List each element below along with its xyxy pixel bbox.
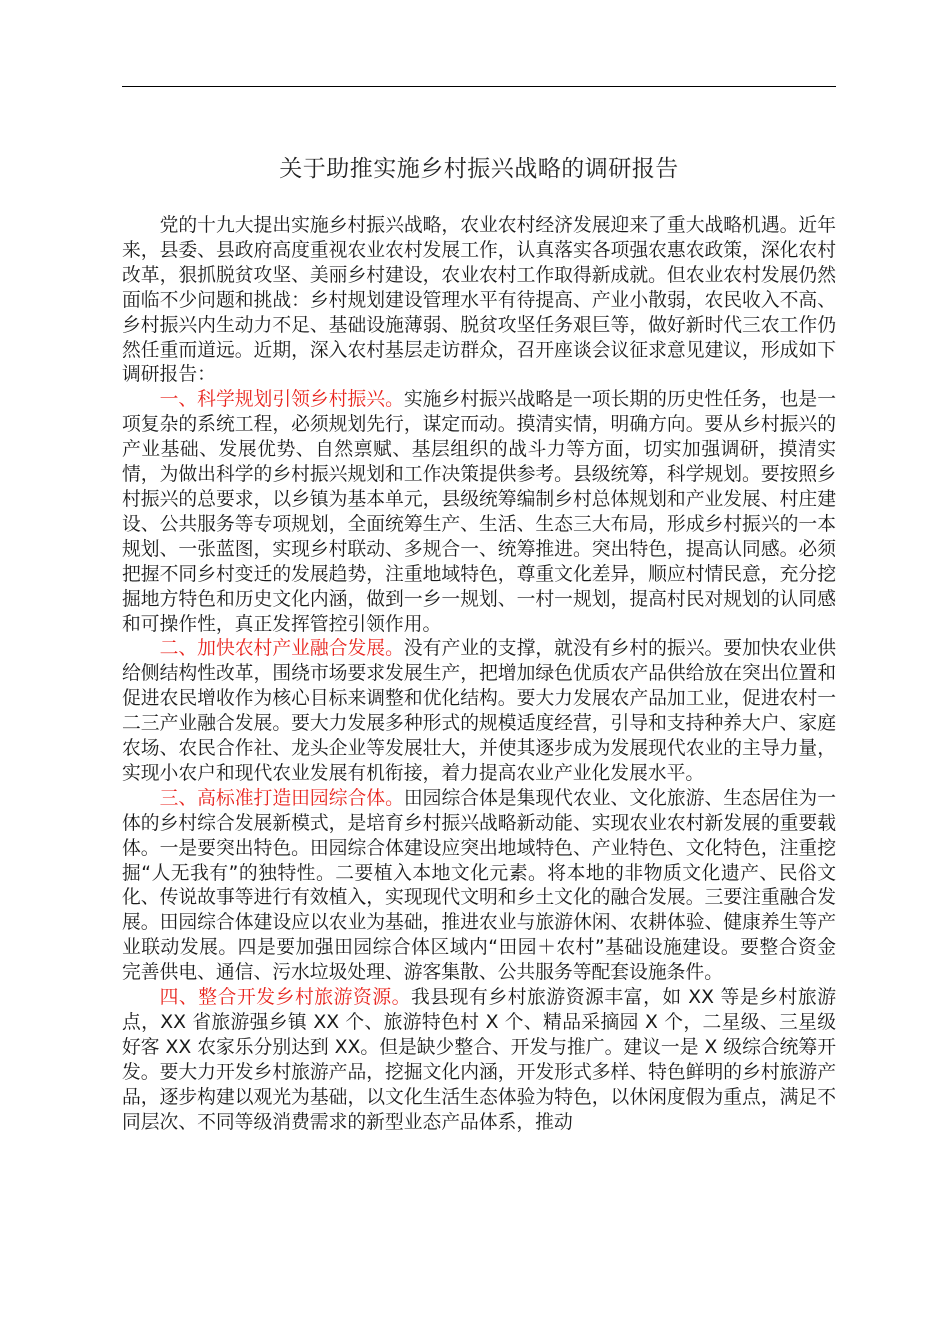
paragraph-text: 田园综合体是集现代农业、文化旅游、生态居住为一体的乡村综合发展新模式，是培育乡村振兴战略新动能、实现农业农村新发展的重要载体。一是要突出特色。田园综合体建设应突出地域特色、产业特色、文化特色，注重挖掘“人无我有”的独特性。二要植入本地文化元素。将本地的非物质文化遗产、民俗文化、传说故事等进行有效植入，实现现代文明和乡土文化的融合发展。三要注重融合发展。田园综合体建设应以农业为基础，推进农业与旅游休闲、农耕体验、健康养生等产业联动发展。四是要加强田园综合体区域内“田园＋农村”基础设施建设。要整合资金完善供电、通信、污水垃圾处理、游客集散、公共服务等配套设施条件。	[122, 787, 837, 984]
section-heading-2: 二、加快农村产业融合发展。	[159, 638, 404, 660]
section-heading-1: 一、科学规划引领乡村振兴。	[159, 389, 404, 411]
paragraph-text: 我县现有乡村旅游资源丰富，如 XX 等是乡村旅游点，XX 省旅游强乡镇 XX 个、旅游特色村 X 个、精品采摘园 X 个，二星级、三星级好客 XX 农家乐分别达到 XX。但是缺少整合、开发与推广。建议一是 X 级综合统筹开发。要大力开发乡村旅游产品，挖掘文化内涵，开发形式多样、特色鲜明的乡村旅游产品，逐步构建以观光为基础，以文化生活生态体验为特色，以休闲度假为重点，满足不同层次、不同等级消费需求的新型业态产品体系，推动	[122, 987, 837, 1133]
document-body	[122, 214, 836, 1136]
header-rule	[122, 86, 836, 87]
section-paragraph-2	[122, 637, 836, 786]
section-paragraph-3	[122, 787, 836, 986]
document-title: 关于助推实施乡村振兴战略的调研报告	[279, 156, 679, 182]
section-heading-4: 四、整合开发乡村旅游资源。	[159, 987, 411, 1009]
section-paragraph-4	[122, 986, 836, 1135]
paragraph-text: 实施乡村振兴战略是一项长期的历史性任务，也是一项复杂的系统工程，必须规划先行，谋定而动。摸清实情，明确方向。要从乡村振兴的产业基础、发展优势、自然禀赋、基层组织的战斗力等方面，切实加强调研，摸清实情，为做出科学的乡村振兴规划和工作决策提供参考。县级统筹，科学规划。要按照乡村振兴的总要求，以乡镇为基本单元，县级统筹编制乡村总体规划和产业发展、村庄建设、公共服务等专项规划，全面统筹生产、生活、生态三大布局，形成乡村振兴的一本规划、一张蓝图，实现乡村联动、多规合一、统筹推进。突出特色，提高认同感。必须把握不同乡村变迁的发展趋势，注重地域特色，尊重文化差异，顺应村情民意，充分挖掘地方特色和历史文化内涵，做到一乡一规划、一村一规划，提高村民对规划的认同感和可操作性，真正发挥管控引领作用。	[122, 389, 837, 635]
section-heading-3: 三、高标准打造田园综合体。	[159, 787, 404, 809]
paragraph-text: 没有产业的支撑，就没有乡村的振兴。要加快农业供给侧结构性改革，围绕市场要求发展生产，把增加绿色优质农产品供给放在突出位置和促进农民增收作为核心目标来调整和优化结构。要大力发展农产品加工业，促进农村一二三产业融合发展。要大力发展多种形式的规模适度经营，引导和支持种养大户、家庭农场、农民合作社、龙头企业等发展壮大，并使其逐步成为发展现代农业的主导力量，实现小农户和现代农业发展有机衔接，着力提高农业产业化发展水平。	[122, 638, 837, 784]
intro-paragraph	[122, 214, 836, 388]
section-paragraph-1	[122, 388, 836, 637]
paragraph-text: 党的十九大提出实施乡村振兴战略，农业农村经济发展迎来了重大战略机遇。近年来，县委、县政府高度重视农业农村发展工作，认真落实各项强农惠农政策，深化农村改革，狠抓脱贫攻坚、美丽乡村建设，农业农村工作取得新成就。但农业农村发展仍然面临不少问题和挑战：乡村规划建设管理水平有待提高、产业小散弱，农民收入不高、乡村振兴内生动力不足、基础设施薄弱、脱贫攻坚任务艰巨等，做好新时代三农工作仍然任重而道远。近期，深入农村基层走访群众，召开座谈会议征求意见建议，形成如下调研报告：	[122, 215, 836, 386]
